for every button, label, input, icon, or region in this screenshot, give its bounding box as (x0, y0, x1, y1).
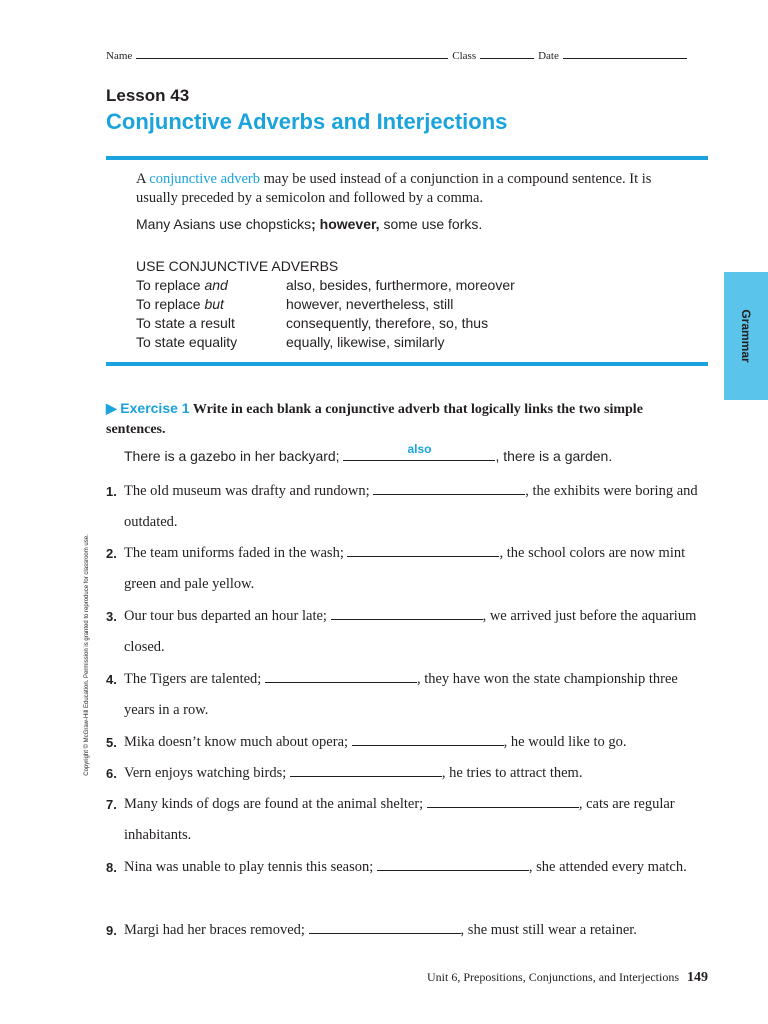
exercise-item (106, 852, 706, 883)
example-before: Many Asians use chopsticks (136, 216, 312, 232)
usage-purpose-word: and (204, 277, 228, 293)
usage-table-heading: USE CONJUNCTIVE ADVERBS (136, 258, 339, 274)
exercise-instructions (106, 398, 686, 440)
date-label: Date (538, 50, 559, 62)
exercise-item (106, 538, 706, 600)
copyright-notice (80, 500, 94, 810)
item-text-before: The old museum was drafty and rundown; (124, 483, 374, 499)
usage-purpose: To state equality (136, 334, 238, 350)
triangle-marker-icon: ▶ (106, 402, 117, 417)
item-text-before: Many kinds of dogs are found at the animal shelter; (124, 796, 427, 812)
section-divider-top (106, 156, 708, 160)
section-tab (724, 272, 768, 400)
item-number: 2. (106, 546, 117, 561)
key-term: conjunctive adverb (149, 171, 261, 187)
usage-adverbs: equally, likewise, similarly (286, 334, 445, 350)
item-text-after: , she must still wear a retainer. (460, 922, 637, 938)
item-number: 9. (106, 923, 117, 938)
answer-blank[interactable] (347, 543, 499, 557)
model-after: , there is a garden. (495, 448, 613, 464)
exercise-item (106, 915, 706, 946)
usage-row (136, 314, 515, 333)
usage-adverbs: consequently, therefore, so, thus (286, 315, 489, 331)
usage-adverbs: however, nevertheless, still (286, 296, 454, 312)
page-number: 149 (687, 970, 708, 985)
item-text-after: , we arrived just before the aquarium closed. (124, 608, 697, 655)
item-text-after: , he tries to attract them. (441, 765, 583, 781)
item-text-before: Our tour bus departed an hour late; (124, 608, 331, 624)
item-text-before: The team uniforms faded in the wash; (124, 545, 348, 561)
usage-adverbs: also, besides, furthermore, moreover (286, 277, 515, 293)
answer-blank[interactable] (309, 920, 461, 934)
class-field[interactable] (480, 49, 534, 59)
section-tab-label: Grammar (739, 309, 753, 363)
adverb-usage-table (136, 257, 515, 352)
exercise-item (106, 476, 706, 538)
answer-blank[interactable] (377, 857, 529, 871)
item-text-before: Mika doesn’t know much about opera; (124, 734, 352, 750)
item-number: 4. (106, 672, 117, 687)
name-field[interactable] (136, 49, 448, 59)
exercise-item (106, 758, 706, 789)
usage-row (136, 276, 515, 295)
model-answer-blank (343, 442, 495, 461)
lesson-title: Conjunctive Adverbs and Interjections (106, 109, 508, 134)
answer-blank[interactable] (373, 481, 525, 495)
item-number: 5. (106, 735, 117, 750)
example-sentence (136, 216, 482, 232)
answer-blank[interactable] (265, 669, 417, 683)
item-number: 3. (106, 609, 117, 624)
example-after: some use forks. (379, 216, 483, 232)
usage-purpose: To replace (136, 277, 205, 293)
model-sentence (124, 442, 613, 464)
answer-blank[interactable] (331, 606, 483, 620)
model-before: There is a gazebo in her backyard; (124, 448, 344, 464)
exercise-item (106, 601, 706, 663)
model-answer: also (407, 442, 432, 456)
copyright-text: Copyright © McGraw-Hill Education. Permission is granted to reproduce for classroom use. (84, 534, 90, 776)
example-bold: ; however, (311, 216, 380, 232)
item-text-before: Margi had her braces removed; (124, 922, 309, 938)
exercise-label: Exercise 1 (120, 400, 190, 416)
item-number: 1. (106, 484, 117, 499)
intro-prefix: A (136, 171, 150, 187)
item-number: 8. (106, 860, 117, 875)
item-text-after: , cats are regular inhabitants. (124, 796, 675, 843)
answer-blank[interactable] (427, 794, 579, 808)
name-label: Name (106, 50, 133, 62)
exercise-item (106, 727, 706, 758)
item-text-before: Vern enjoys watching birds; (124, 765, 290, 781)
item-number: 7. (106, 797, 117, 812)
item-text-before: Nina was unable to play tennis this season; (124, 859, 377, 875)
lesson-number: Lesson 43 (106, 86, 190, 105)
intro-suffix: may be used instead of a conjunction in a compound sentence. It is usually preceded by a semicolon and followed by a comma. (136, 171, 652, 206)
answer-blank[interactable] (290, 763, 442, 777)
item-text-after: , they have won the state championship three years in a row. (124, 671, 678, 718)
usage-purpose-word: but (204, 296, 224, 312)
name-class-date-header (106, 49, 708, 62)
item-text-after: , she attended every match. (528, 859, 687, 875)
exercise-text: Write in each blank a conjunctive adverb that logically links the two simple sentences. (106, 402, 643, 437)
page-footer (106, 970, 708, 986)
usage-purpose: To replace (136, 296, 205, 312)
usage-purpose: To state a result (136, 315, 235, 331)
item-text-after: , the exhibits were boring and outdated. (124, 483, 698, 530)
usage-row (136, 295, 515, 314)
item-text-after: , the school colors are now mint green and pale yellow. (124, 545, 686, 592)
usage-row (136, 333, 515, 352)
section-divider-bottom (106, 362, 708, 366)
item-text-after: , he would like to go. (503, 734, 627, 750)
date-field[interactable] (563, 49, 687, 59)
item-text-before: The Tigers are talented; (124, 671, 265, 687)
item-number: 6. (106, 766, 117, 781)
answer-blank[interactable] (352, 732, 504, 746)
class-label: Class (452, 50, 477, 62)
exercise-item (106, 789, 706, 851)
exercise-item (106, 664, 706, 726)
unit-title: Unit 6, Prepositions, Conjunctions, and Interjections (427, 970, 679, 984)
intro-paragraph (136, 170, 656, 208)
